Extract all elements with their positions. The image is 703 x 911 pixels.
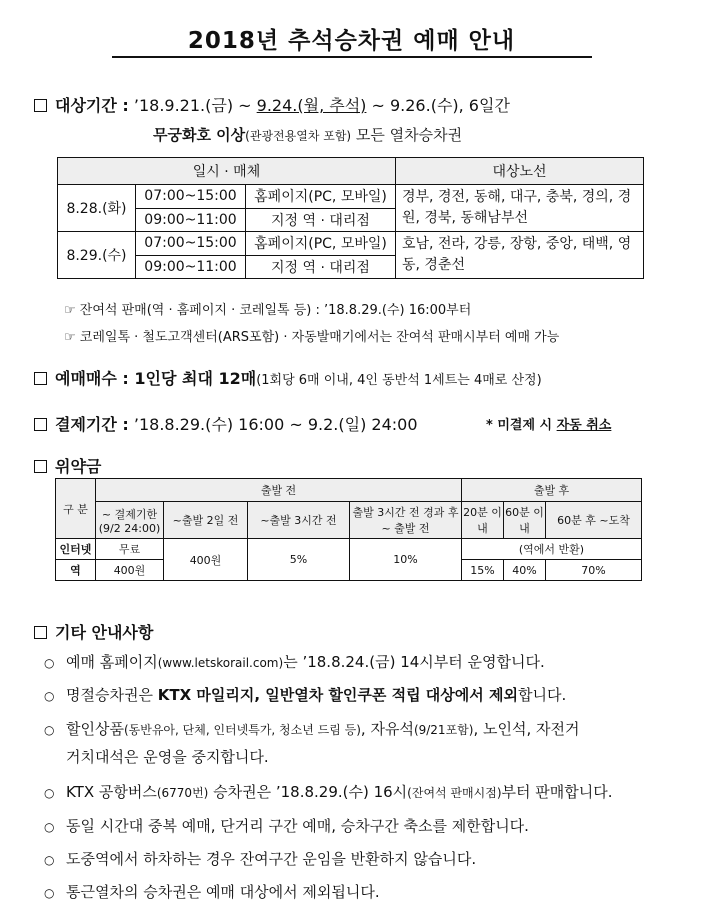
header-3hours: ~출발 3시간 전 <box>248 502 350 539</box>
bullet-icon: ○ <box>44 656 55 670</box>
item-note: (9/21포함) <box>413 723 474 737</box>
row1-media2: 지정 역 · 대리점 <box>246 208 396 232</box>
payment-note <box>486 414 611 433</box>
item-text: 통근열차의 승차권은 예매 대상에서 제외됩니다. <box>66 883 380 901</box>
period-start: ’18.9.21.(금) ~ <box>128 96 257 115</box>
item-text: 도중역에서 하차하는 경우 잔여구간 운임을 반환하지 않습니다. <box>66 850 477 868</box>
row2-media2: 지정 역 · 대리점 <box>246 255 396 279</box>
period-end: ~ 9.26.(수), 6일간 <box>366 96 510 115</box>
header-3hours-after: 출발 3시간 전 경과 후 ~ 출발 전 <box>350 502 462 539</box>
header-until-payment: ~ 결제기한 (9/2 24:00) <box>96 502 164 539</box>
website-url: (www.letskorail.com) <box>157 656 284 670</box>
list-item <box>44 815 529 836</box>
scope-rest: 모든 열차승차권 <box>351 126 463 144</box>
period-scope <box>153 124 462 145</box>
header-before-departure: 출발 전 <box>96 479 462 502</box>
header-2days: ~출발 2일 전 <box>164 502 248 539</box>
payment-period: ’18.8.29.(수) 16:00 ~ 9.2.(일) 24:00 <box>128 415 418 434</box>
list-item <box>44 848 476 869</box>
note-korail-talk: ☞ 코레일톡 · 철도고객센터(ARS포함) · 자동발매기에서는 잔여석 판매시부터 예매 가능 <box>64 330 560 345</box>
bullet-icon: ○ <box>44 820 55 834</box>
tickets-label: 예매매수 : <box>55 369 129 388</box>
item-text: 예매 홈페이지 <box>66 653 158 671</box>
value-20min: 15% <box>462 560 504 581</box>
row1-time1: 07:00~15:00 <box>136 185 246 209</box>
item-text: KTX 공항버스 <box>66 783 157 801</box>
tickets-section <box>34 366 542 389</box>
item-text: 명절승차권은 <box>66 686 158 704</box>
other-label: 기타 안내사항 <box>55 623 154 642</box>
item-text: 는 ’18.8.24.(금) 14시부터 운영합니다. <box>283 653 545 671</box>
bullet-icon: ○ <box>44 723 55 737</box>
header-20min: 20분 이내 <box>462 502 504 539</box>
period-chuseok: 9.24.(월, 추석) <box>256 96 367 115</box>
item-text: 부터 판매합니다. <box>501 783 613 801</box>
row-station-label: 역 <box>56 560 96 581</box>
value-3hours-after: 10% <box>350 539 462 581</box>
item-note: (6770번) <box>156 786 209 800</box>
checkbox-square-icon <box>34 626 47 639</box>
penalty-section <box>34 454 101 477</box>
other-section <box>34 620 153 643</box>
item-text: , 자유석 <box>360 720 414 738</box>
row-internet-label: 인터넷 <box>56 539 96 560</box>
checkbox-square-icon <box>34 372 47 385</box>
row1-media1: 홈페이지(PC, 모바일) <box>246 185 396 209</box>
header-category: 구 분 <box>56 479 96 539</box>
header-after-departure: 출발 후 <box>462 479 642 502</box>
bullet-icon: ○ <box>44 689 55 703</box>
row2-time2: 09:00~11:00 <box>136 255 246 279</box>
payment-note-prefix: * 미결제 시 <box>486 418 557 433</box>
item-text: 할인상품 <box>66 720 124 738</box>
row2-media1: 홈페이지(PC, 모바일) <box>246 232 396 256</box>
page-title: 2018년 추석승차권 예매 안내 <box>187 28 516 54</box>
value-2days: 400원 <box>164 539 248 581</box>
list-item <box>44 781 612 802</box>
value-3hours: 5% <box>248 539 350 581</box>
row2-route: 호남, 전라, 강릉, 장항, 중앙, 태백, 영동, 경춘선 <box>396 232 644 279</box>
checkbox-square-icon <box>34 460 47 473</box>
row2-time1: 07:00~15:00 <box>136 232 246 256</box>
header-date-media: 일시 · 매체 <box>58 158 396 185</box>
row-station-payment: 400원 <box>96 560 164 581</box>
list-item <box>44 718 579 739</box>
list-item <box>44 651 545 672</box>
penalty-label: 위약금 <box>55 457 102 476</box>
item-text: , 노인석, 자전거 <box>473 720 580 738</box>
row1-route: 경부, 경전, 동해, 대구, 충북, 경의, 경원, 경북, 동해남부선 <box>396 185 644 232</box>
payment-section <box>34 412 418 435</box>
header-60min-plus: 60분 후 ~도착 <box>546 502 642 539</box>
title-underline <box>112 56 592 58</box>
item-text: 합니다. <box>517 686 567 704</box>
item-text: 동일 시간대 중복 예매, 단거리 구간 예매, 승차구간 축소를 제한합니다. <box>66 817 529 835</box>
item-emphasis: KTX 마일리지, 일반열차 할인쿠폰 적립 대상에서 제외 <box>157 686 518 704</box>
station-refund-note: (역에서 반환) <box>462 539 642 560</box>
item-note: (잔여석 판매시점) <box>407 786 502 800</box>
scope-train: 무궁화호 이상 <box>153 126 246 144</box>
bullet-icon: ○ <box>44 786 55 800</box>
row-internet-payment: 무료 <box>96 539 164 560</box>
row2-date: 8.29.(수) <box>58 232 136 279</box>
tickets-note: (1회당 6매 이내, 4인 동반석 1세트는 4매로 산정) <box>256 373 542 388</box>
checkbox-square-icon <box>34 99 47 112</box>
list-item <box>44 881 380 902</box>
penalty-table <box>55 478 642 581</box>
bullet-icon: ○ <box>44 853 55 867</box>
payment-label: 결제기간 : <box>55 415 129 434</box>
item-text: 승차권은 ’18.8.29.(수) 16시 <box>208 783 408 801</box>
row1-date: 8.28.(화) <box>58 185 136 232</box>
tickets-max: 1인당 최대 12매 <box>128 369 257 388</box>
list-item-continuation: 거치대석은 운영을 중지합니다. <box>66 748 269 766</box>
header-route: 대상노선 <box>396 158 644 185</box>
item-note: (동반유아, 단체, 인터넷특가, 청소년 드림 등) <box>123 723 361 737</box>
value-60min-plus: 70% <box>546 560 642 581</box>
scope-note: (관광전용열차 포함) <box>245 129 352 143</box>
value-60min: 40% <box>504 560 546 581</box>
header-60min: 60분 이내 <box>504 502 546 539</box>
schedule-table <box>57 157 644 279</box>
checkbox-square-icon <box>34 418 47 431</box>
list-item <box>44 684 566 705</box>
note-remaining-seats: ☞ 잔여석 판매(역 · 홈페이지 · 코레일톡 등) : ’18.8.29.(수) 16:00부터 <box>64 303 472 318</box>
row1-time2: 09:00~11:00 <box>136 208 246 232</box>
auto-cancel: 자동 취소 <box>556 418 612 433</box>
period-section <box>34 93 510 116</box>
bullet-icon: ○ <box>44 886 55 900</box>
period-label: 대상기간 : <box>55 96 129 115</box>
